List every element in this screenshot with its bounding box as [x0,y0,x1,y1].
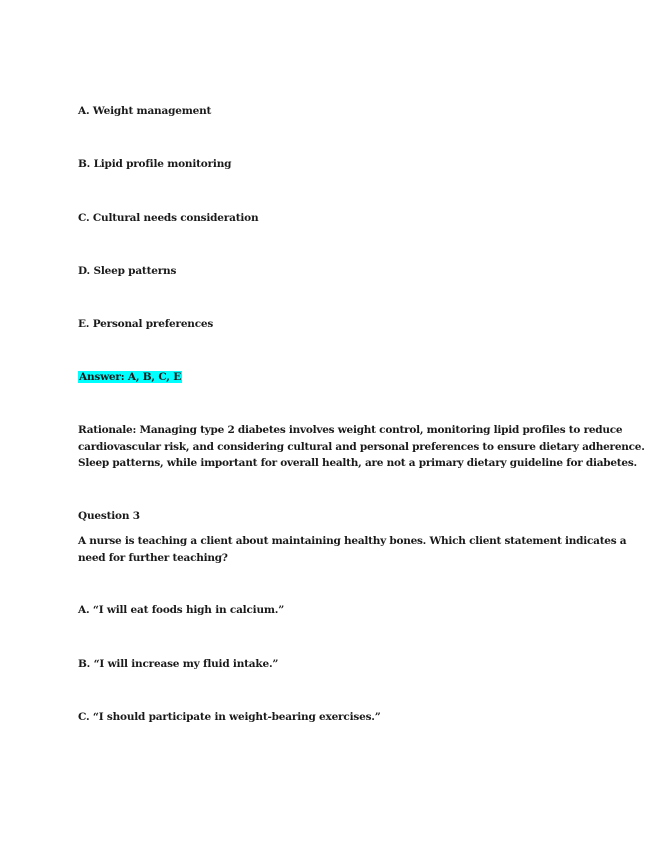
question-heading: Question 3 [78,510,140,522]
q3-option-a: A. “I will eat foods high in calcium.” [78,604,285,616]
question-stem-line: need for further teaching? [78,551,228,564]
rationale-line: Sleep patterns, while important for overall health, are not a primary dietary guideline for diabetes. [78,457,637,469]
answer-line [78,369,182,385]
option-c: C. Cultural needs consideration [78,212,259,224]
rationale-line: Rationale: Managing type 2 diabetes involves weight control, monitoring lipid profiles to reduce [78,424,623,436]
question-stem [78,533,627,566]
q3-option-c: C. “I should participate in weight-bearing exercises.” [78,711,381,723]
rationale-paragraph [78,422,645,472]
option-e: E. Personal preferences [78,318,214,330]
option-d: D. Sleep patterns [78,265,177,277]
answer-highlight: Answer: A, B, C, E [79,371,182,383]
rationale-line: cardiovascular risk, and considering cultural and personal preferences to ensure dietary adherence. [78,440,645,453]
q3-option-b: B. “I will increase my fluid intake.” [78,658,279,670]
option-b: B. Lipid profile monitoring [78,158,232,170]
question-stem-line: A nurse is teaching a client about maintaining healthy bones. Which client statement indicates a [78,535,627,547]
option-a: A. Weight management [78,105,212,117]
